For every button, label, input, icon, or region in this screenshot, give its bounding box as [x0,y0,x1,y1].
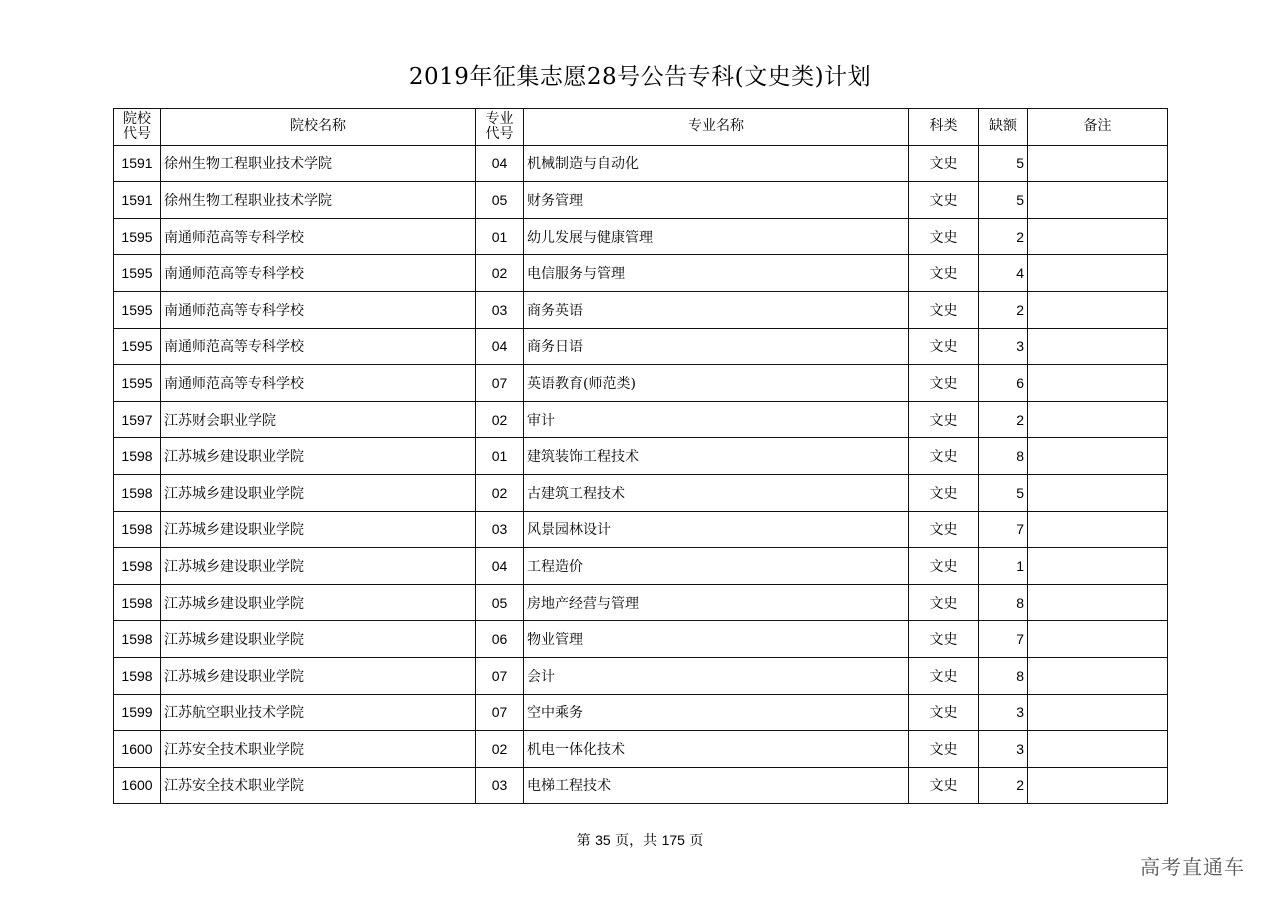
cell-vacancy: 2 [979,401,1028,438]
header-school-code: 院校代号 [114,109,161,146]
table-row [114,731,1168,768]
admission-plan-table [113,108,1168,804]
cell-remark [1028,621,1168,658]
footer-prefix: 第 [576,833,591,849]
cell-school-code: 1595 [114,365,161,402]
cell-school-name: 江苏城乡建设职业学院 [161,548,476,585]
cell-school-code: 1598 [114,657,161,694]
cell-school-code: 1595 [114,218,161,255]
cell-vacancy: 5 [979,182,1028,219]
table-row [114,255,1168,292]
footer-page-number: 35 [595,832,611,848]
cell-category: 文史 [909,401,979,438]
cell-major-name: 工程造价 [524,548,909,585]
cell-remark [1028,291,1168,328]
cell-school-code: 1595 [114,255,161,292]
cell-remark [1028,365,1168,402]
cell-school-code: 1595 [114,291,161,328]
cell-major-code: 05 [476,182,524,219]
cell-major-code: 03 [476,511,524,548]
cell-category: 文史 [909,548,979,585]
cell-vacancy: 2 [979,218,1028,255]
cell-school-name: 徐州生物工程职业技术学院 [161,145,476,182]
cell-remark [1028,401,1168,438]
table-body [114,145,1168,804]
page-title: 2019年征集志愿28号公告专科(文史类)计划 [408,64,872,90]
cell-category: 文史 [909,328,979,365]
cell-remark [1028,767,1168,804]
header-major-code: 专业代号 [476,109,524,146]
table-row [114,511,1168,548]
cell-major-name: 审计 [524,401,909,438]
cell-remark [1028,255,1168,292]
table-row [114,548,1168,585]
cell-vacancy: 7 [979,621,1028,658]
cell-category: 文史 [909,694,979,731]
page-footer [0,830,1280,850]
cell-major-code: 03 [476,767,524,804]
cell-major-code: 01 [476,438,524,475]
cell-vacancy: 1 [979,548,1028,585]
cell-major-name: 古建筑工程技术 [524,474,909,511]
cell-major-name: 建筑装饰工程技术 [524,438,909,475]
cell-vacancy: 5 [979,145,1028,182]
cell-remark [1028,694,1168,731]
cell-category: 文史 [909,218,979,255]
cell-category: 文史 [909,255,979,292]
cell-major-code: 02 [476,255,524,292]
cell-major-name: 电梯工程技术 [524,767,909,804]
table-row [114,365,1168,402]
cell-vacancy: 3 [979,731,1028,768]
cell-school-name: 南通师范高等专科学校 [161,365,476,402]
cell-category: 文史 [909,621,979,658]
cell-school-name: 江苏城乡建设职业学院 [161,474,476,511]
cell-category: 文史 [909,511,979,548]
cell-remark [1028,145,1168,182]
cell-school-name: 南通师范高等专科学校 [161,218,476,255]
cell-school-name: 江苏城乡建设职业学院 [161,511,476,548]
header-category: 科类 [909,109,979,146]
cell-school-name: 江苏城乡建设职业学院 [161,584,476,621]
header-vacancy: 缺额 [979,109,1028,146]
cell-major-name: 商务英语 [524,291,909,328]
cell-school-name: 南通师范高等专科学校 [161,255,476,292]
cell-school-code: 1598 [114,438,161,475]
footer-total-pages: 175 [661,832,685,848]
watermark: 高考直通车 [1140,855,1245,879]
cell-major-name: 机械制造与自动化 [524,145,909,182]
cell-vacancy: 8 [979,584,1028,621]
cell-major-code: 04 [476,328,524,365]
cell-category: 文史 [909,438,979,475]
cell-remark [1028,328,1168,365]
cell-school-code: 1591 [114,145,161,182]
cell-remark [1028,218,1168,255]
cell-school-code: 1600 [114,767,161,804]
table-row [114,474,1168,511]
cell-vacancy: 3 [979,694,1028,731]
header-school-name: 院校名称 [161,109,476,146]
cell-major-name: 英语教育(师范类) [524,365,909,402]
cell-school-code: 1598 [114,474,161,511]
cell-major-code: 07 [476,657,524,694]
cell-category: 文史 [909,145,979,182]
cell-category: 文史 [909,767,979,804]
cell-school-code: 1600 [114,731,161,768]
table-row [114,694,1168,731]
table-row [114,328,1168,365]
table-row [114,182,1168,219]
cell-school-code: 1598 [114,584,161,621]
cell-vacancy: 7 [979,511,1028,548]
cell-major-name: 风景园林设计 [524,511,909,548]
cell-major-name: 幼儿发展与健康管理 [524,218,909,255]
cell-major-name: 空中乘务 [524,694,909,731]
cell-vacancy: 3 [979,328,1028,365]
cell-school-name: 徐州生物工程职业技术学院 [161,182,476,219]
cell-major-code: 02 [476,401,524,438]
cell-major-name: 财务管理 [524,182,909,219]
cell-major-name: 电信服务与管理 [524,255,909,292]
table-row [114,401,1168,438]
cell-major-code: 05 [476,584,524,621]
cell-major-name: 机电一体化技术 [524,731,909,768]
cell-category: 文史 [909,474,979,511]
cell-category: 文史 [909,731,979,768]
header-major-name: 专业名称 [524,109,909,146]
cell-remark [1028,548,1168,585]
cell-major-code: 07 [476,694,524,731]
table-row [114,145,1168,182]
cell-school-code: 1598 [114,621,161,658]
cell-vacancy: 2 [979,767,1028,804]
cell-school-name: 江苏财会职业学院 [161,401,476,438]
cell-major-code: 03 [476,291,524,328]
cell-major-code: 07 [476,365,524,402]
cell-school-name: 江苏安全技术职业学院 [161,731,476,768]
cell-school-code: 1599 [114,694,161,731]
cell-school-code: 1595 [114,328,161,365]
cell-school-code: 1597 [114,401,161,438]
cell-remark [1028,657,1168,694]
cell-school-code: 1598 [114,548,161,585]
cell-vacancy: 2 [979,291,1028,328]
table-header-row [114,109,1168,146]
cell-category: 文史 [909,584,979,621]
cell-category: 文史 [909,182,979,219]
cell-remark [1028,731,1168,768]
table-row [114,621,1168,658]
table-row [114,291,1168,328]
table-row [114,438,1168,475]
cell-major-name: 物业管理 [524,621,909,658]
cell-school-name: 江苏安全技术职业学院 [161,767,476,804]
cell-major-code: 04 [476,145,524,182]
cell-major-name: 会计 [524,657,909,694]
cell-major-name: 房地产经营与管理 [524,584,909,621]
table-row [114,657,1168,694]
cell-school-name: 江苏航空职业技术学院 [161,694,476,731]
cell-remark [1028,182,1168,219]
cell-category: 文史 [909,657,979,694]
header-remark: 备注 [1028,109,1168,146]
cell-remark [1028,584,1168,621]
footer-middle: 页，共 [615,833,658,849]
cell-major-code: 02 [476,474,524,511]
cell-remark [1028,474,1168,511]
cell-vacancy: 8 [979,438,1028,475]
cell-major-code: 02 [476,731,524,768]
cell-remark [1028,438,1168,475]
cell-school-name: 江苏城乡建设职业学院 [161,438,476,475]
cell-school-name: 江苏城乡建设职业学院 [161,621,476,658]
cell-remark [1028,511,1168,548]
cell-major-code: 04 [476,548,524,585]
cell-category: 文史 [909,365,979,402]
cell-vacancy: 5 [979,474,1028,511]
cell-major-code: 01 [476,218,524,255]
cell-school-name: 南通师范高等专科学校 [161,291,476,328]
footer-suffix: 页 [689,833,704,849]
cell-major-code: 06 [476,621,524,658]
cell-vacancy: 8 [979,657,1028,694]
cell-major-name: 商务日语 [524,328,909,365]
cell-school-code: 1591 [114,182,161,219]
cell-vacancy: 6 [979,365,1028,402]
cell-vacancy: 4 [979,255,1028,292]
cell-school-name: 江苏城乡建设职业学院 [161,657,476,694]
table-row [114,767,1168,804]
cell-school-name: 南通师范高等专科学校 [161,328,476,365]
table-row [114,218,1168,255]
cell-school-code: 1598 [114,511,161,548]
table-row [114,584,1168,621]
cell-category: 文史 [909,291,979,328]
